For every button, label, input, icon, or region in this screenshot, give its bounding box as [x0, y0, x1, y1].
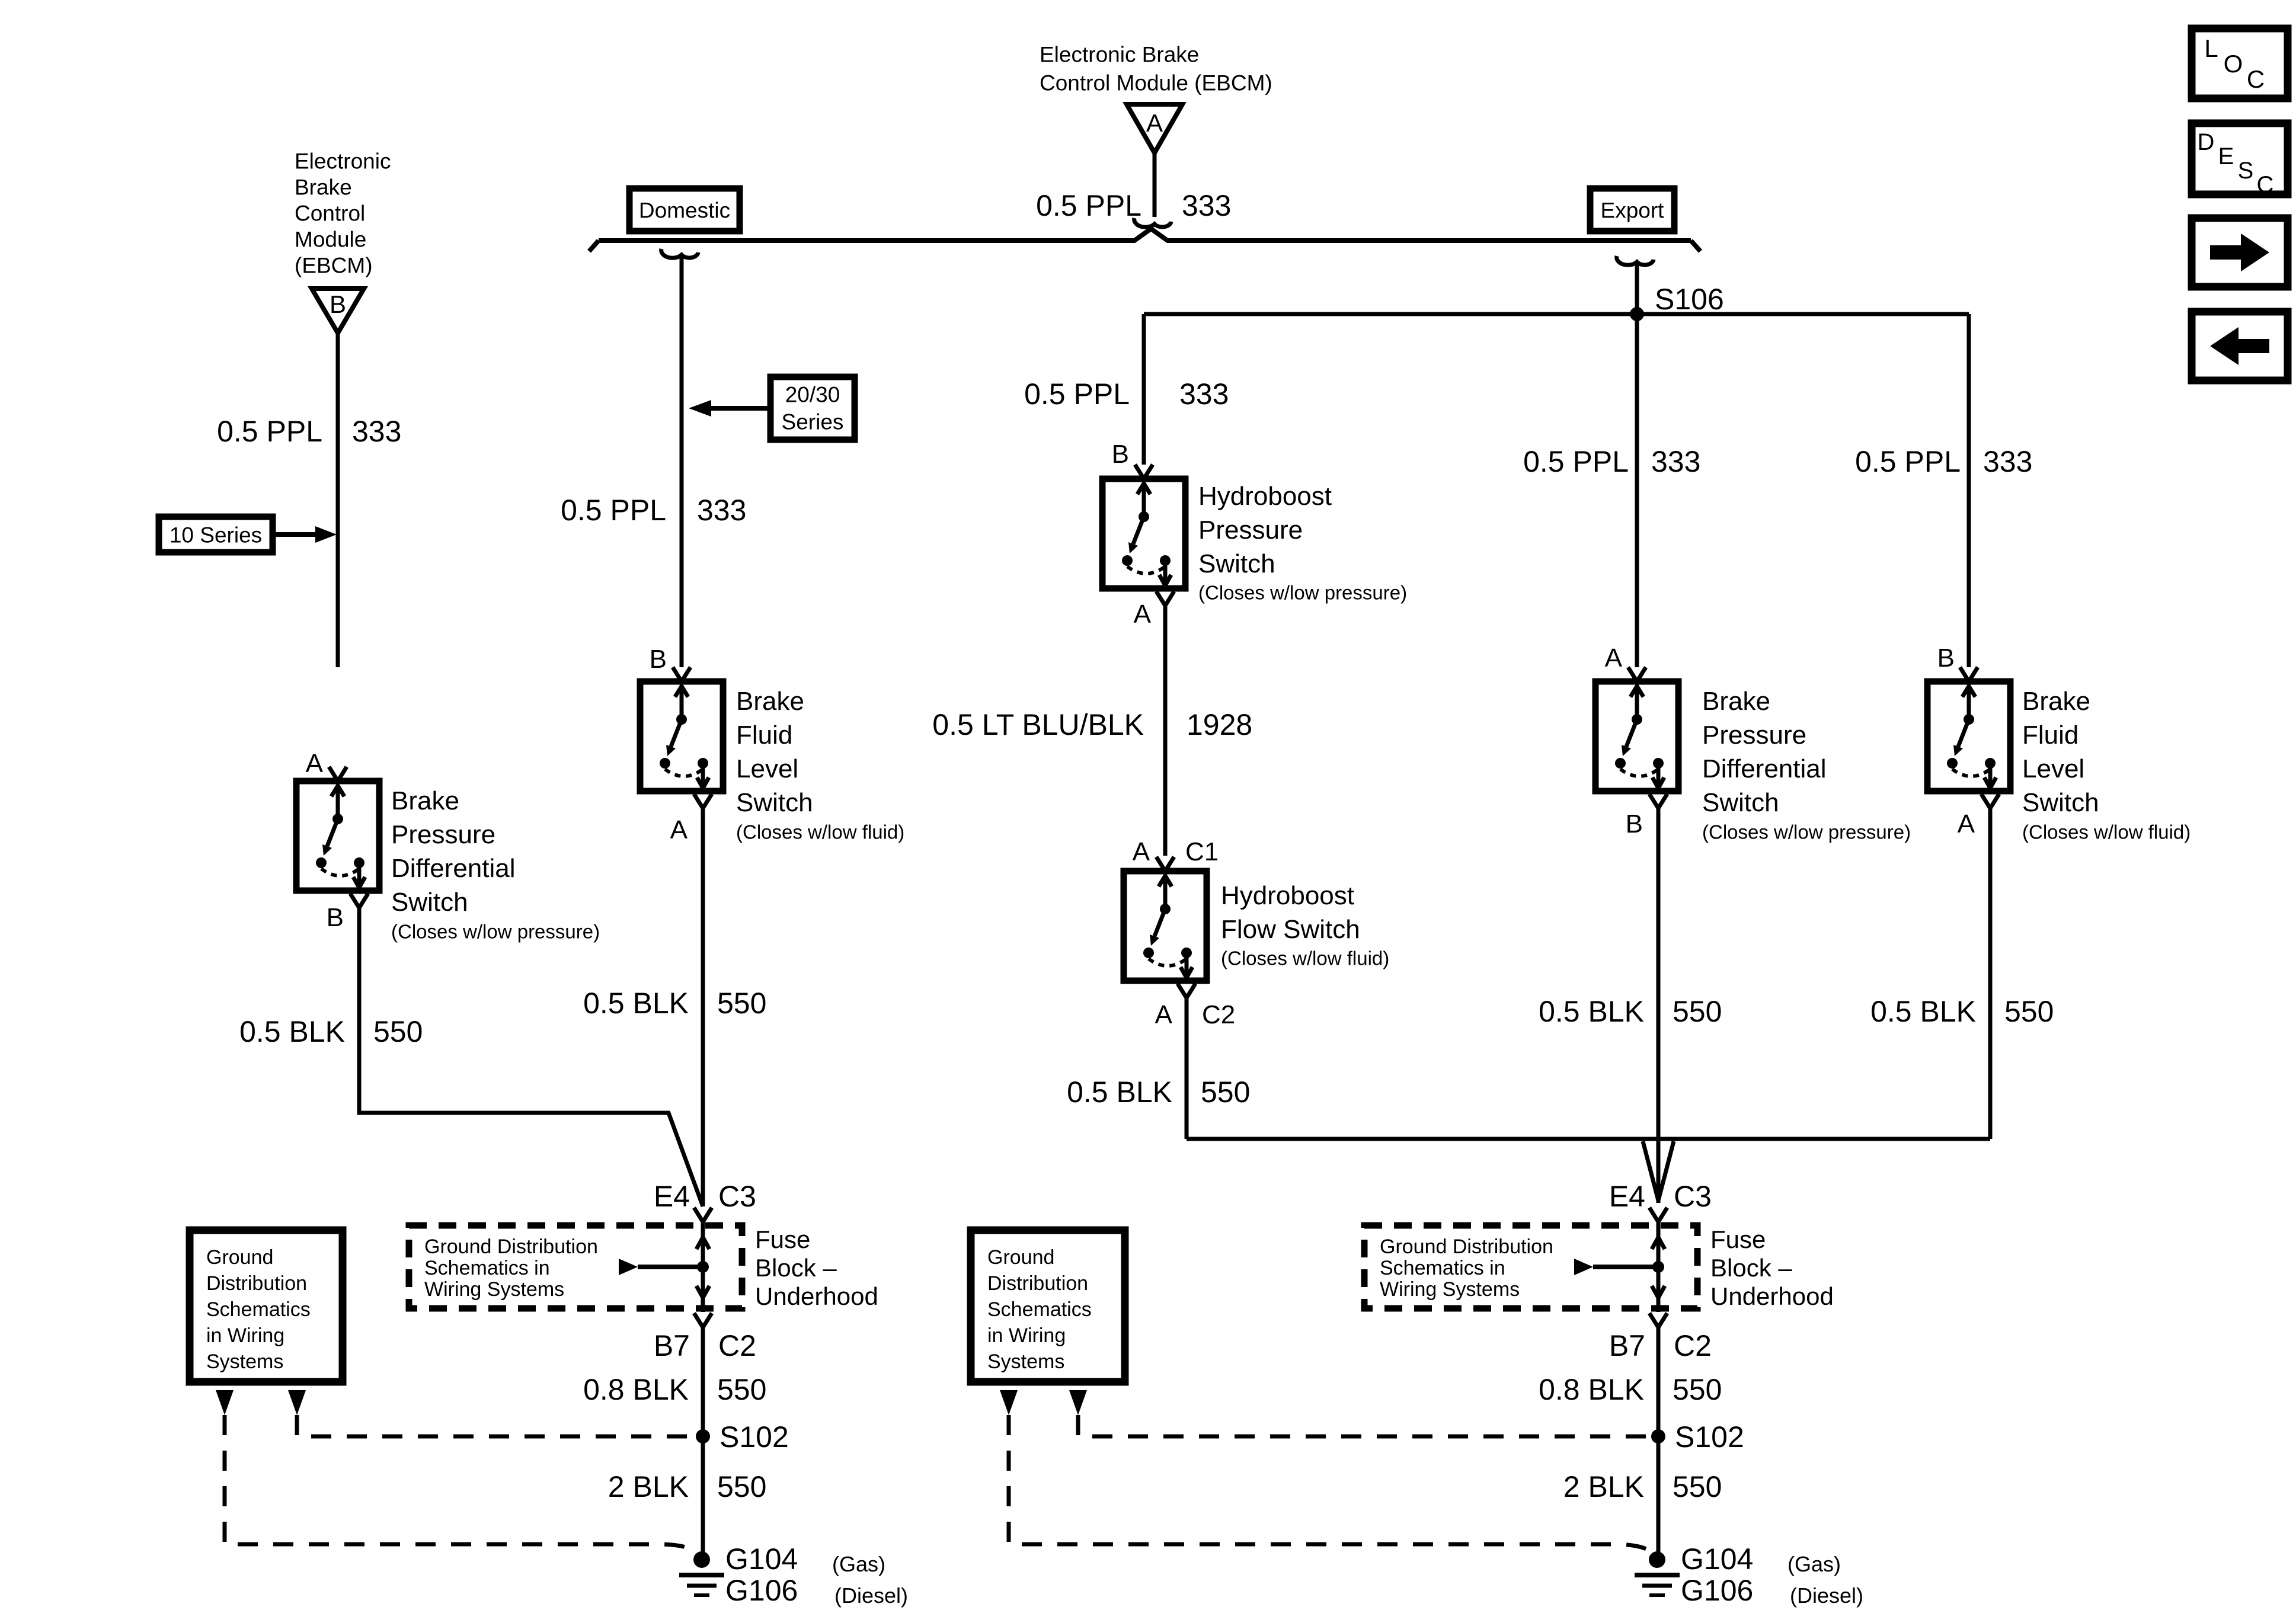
wire-ppl-left-circuit: 333 [352, 415, 402, 448]
ground-symbol-left [679, 1551, 724, 1595]
pin-c1-hydro-flow: C1 [1185, 837, 1219, 866]
loc-letter-c[interactable]: C [2246, 65, 2265, 93]
brake-fluid-level-switch-center-symbol [640, 681, 723, 791]
right-e4: E4 [1609, 1180, 1645, 1213]
left-bpds-name1: Brake [391, 786, 459, 815]
pin-b-left-bpds: B [326, 903, 344, 932]
wire-blk-left-circuit: 550 [373, 1015, 423, 1048]
wire-blk-right1-circuit: 550 [1673, 995, 1722, 1028]
left-ref-dashed-line1: Ground Distribution [424, 1235, 598, 1258]
pin-a-hydro-flow-bottom: A [1155, 1000, 1172, 1029]
wire-ltblu-circuit: 1928 [1187, 708, 1253, 741]
left-ref-dashed-line3: Wiring Systems [424, 1278, 565, 1301]
right-bfls-note: (Closes w/low fluid) [2022, 821, 2191, 843]
hydroboost-flow-switch-symbol [1124, 871, 1207, 981]
wire-ppl-right2-spec: 0.5 PPL [1855, 445, 1961, 478]
right-ref-dashed-line1: Ground Distribution [1380, 1235, 1553, 1258]
pin-a-right-bfls: A [1957, 809, 1975, 838]
right-bpds-name1: Brake [1702, 687, 1770, 716]
wire-blk-hydro-spec: 0.5 BLK [1067, 1076, 1172, 1109]
left-g104-note: (Gas) [832, 1552, 885, 1576]
wire-ppl-right2-circuit: 333 [1983, 445, 2033, 478]
left-blk2-circuit: 550 [717, 1470, 767, 1503]
ebcm-left-label-line3: Control [295, 201, 366, 226]
domestic-tag: Domestic [638, 198, 731, 223]
ebcm-top-label-line1: Electronic Brake [1040, 42, 1200, 67]
ebcm-left-label-line4: Module [295, 227, 367, 252]
right-bfls-name4: Switch [2022, 788, 2099, 817]
ref-arrow-left [619, 1259, 638, 1275]
center-bfls-name1: Brake [736, 687, 804, 716]
right-bpds-name2: Pressure [1702, 721, 1807, 750]
hydro-flow-note: (Closes w/low fluid) [1221, 947, 1390, 969]
right-g104-note: (Gas) [1787, 1552, 1841, 1576]
pin-b-center-bfls: B [649, 645, 667, 674]
right-blk2-spec: 2 BLK [1563, 1470, 1644, 1503]
wire-ppl-top-spec: 0.5 PPL [1036, 189, 1141, 222]
right-bfls-name2: Fluid [2022, 721, 2079, 750]
brake-pressure-differential-switch-left-symbol [296, 781, 379, 891]
right-bfls-name1: Brake [2022, 687, 2090, 716]
ebcm-top-label-line2: Control Module (EBCM) [1040, 71, 1272, 95]
wire-blk-hydro-circuit: 550 [1201, 1076, 1251, 1109]
left-b7: B7 [653, 1329, 690, 1362]
pin-a-right-bpds: A [1604, 644, 1622, 673]
wire-ppl-right1-spec: 0.5 PPL [1523, 445, 1629, 478]
export-tag: Export [1600, 198, 1664, 223]
center-bfls-name4: Switch [736, 788, 813, 817]
left-fuse-line3: Underhood [755, 1282, 878, 1310]
center-bfls-name2: Fluid [736, 721, 793, 750]
desc-letter-e[interactable]: E [2218, 143, 2234, 169]
right-ground-ref-line5: Systems [987, 1350, 1065, 1373]
right-bpds-name3: Differential [1702, 754, 1827, 783]
left-ground-ref-line5: Systems [206, 1350, 284, 1373]
desc-letter-s[interactable]: S [2237, 158, 2254, 184]
wire-blk-left-spec: 0.5 BLK [239, 1015, 345, 1048]
series-10-tag: 10 Series [169, 523, 263, 548]
splice-s102-left-dot [696, 1429, 710, 1443]
left-blk08-circuit: 550 [717, 1373, 767, 1406]
tag-boxes [159, 188, 1674, 552]
left-bpds-name2: Pressure [391, 820, 496, 849]
right-ref-dashed-line2: Schematics in [1380, 1257, 1505, 1279]
left-ground-ref-line4: in Wiring [206, 1324, 285, 1347]
left-c3: C3 [718, 1180, 756, 1213]
series-2030-tag-line1: 20/30 [785, 382, 840, 407]
center-chain [640, 667, 723, 1206]
ground-symbol-right [1635, 1551, 1680, 1595]
left-g104: G104 [725, 1542, 798, 1576]
left-bpds-name3: Differential [391, 854, 516, 883]
ebcm-left-label-line2: Brake [295, 175, 352, 200]
right-ground-ref-line2: Distribution [987, 1272, 1089, 1295]
ref-arrow-right [1574, 1259, 1593, 1275]
wire-ppl-hydro-circuit: 333 [1179, 377, 1229, 411]
loc-letter-o[interactable]: O [2223, 50, 2243, 78]
left-ground-ref-line3: Schematics [206, 1298, 311, 1321]
splice-s102-right-dot [1651, 1429, 1665, 1443]
right-b7: B7 [1609, 1329, 1645, 1362]
pin-a-hydro-pressure: A [1133, 600, 1151, 629]
left-blk08-spec: 0.8 BLK [583, 1373, 689, 1406]
right-blk2-circuit: 550 [1673, 1470, 1722, 1503]
right-ground-ref-line1: Ground [987, 1246, 1055, 1269]
left-fuse-line2: Block – [755, 1254, 837, 1282]
desc-letter-c[interactable]: C [2256, 172, 2274, 198]
pin-a-center-bfls: A [670, 815, 687, 844]
pin-a-hydro-flow-top: A [1132, 837, 1150, 866]
wire-ppl-center-spec: 0.5 PPL [561, 494, 666, 527]
right-g106-note: (Diesel) [1790, 1583, 1864, 1608]
wire-ppl-left-spec: 0.5 PPL [217, 415, 322, 448]
right-blk08-spec: 0.8 BLK [1539, 1373, 1644, 1406]
left-bpds-name4: Switch [391, 888, 468, 917]
wire-ppl-center-circuit: 333 [697, 494, 747, 527]
center-bfls-note: (Closes w/low fluid) [736, 821, 905, 843]
left-g106: G106 [725, 1574, 798, 1607]
hydro-pressure-name3: Switch [1198, 549, 1275, 578]
wire-blk-right2-spec: 0.5 BLK [1870, 995, 1976, 1028]
desc-letter-d[interactable]: D [2197, 129, 2215, 155]
hydroboost-chain [1102, 465, 1207, 1139]
right-fuse-line3: Underhood [1710, 1282, 1834, 1310]
right-c3: C3 [1674, 1180, 1712, 1213]
pin-b-right-bfls: B [1937, 644, 1955, 673]
brake-pressure-differential-switch-right-symbol [1595, 681, 1678, 791]
left-blk2-spec: 2 BLK [607, 1470, 689, 1503]
pin-a-left-bpds: A [305, 749, 323, 778]
left-bpds-note: (Closes w/low pressure) [391, 920, 600, 943]
ebcm-left-label-line5: (EBCM) [295, 253, 373, 278]
hydro-pressure-name1: Hydroboost [1198, 482, 1332, 511]
wire-blk-center-circuit: 550 [717, 987, 767, 1020]
right-fuse-line2: Block – [1710, 1254, 1792, 1282]
hydro-pressure-note: (Closes w/low pressure) [1198, 581, 1408, 604]
right-ref-dashed-line3: Wiring Systems [1380, 1278, 1520, 1301]
hydro-pressure-name2: Pressure [1198, 516, 1303, 545]
right-fuse-line1: Fuse [1710, 1225, 1766, 1253]
series-2030-tag-line2: Series [781, 409, 844, 434]
right-ground-ref-line3: Schematics [987, 1298, 1092, 1321]
loc-letter-l[interactable]: L [2204, 34, 2218, 62]
ebcm-left-pin-b: B [329, 290, 347, 318]
wire-blk-center-spec: 0.5 BLK [583, 987, 689, 1020]
right-bpds-note: (Closes w/low pressure) [1702, 821, 1911, 843]
wire-ppl-hydro-spec: 0.5 PPL [1024, 377, 1130, 411]
right-bfls-name3: Level [2022, 754, 2085, 783]
hydro-flow-name2: Flow Switch [1221, 915, 1360, 944]
right-blk08-circuit: 550 [1673, 1373, 1722, 1406]
ebcm-top-pin-a: A [1146, 109, 1163, 137]
left-e4: E4 [653, 1180, 690, 1213]
wire-ppl-top-circuit: 333 [1182, 189, 1232, 222]
pin-b-right-bpds: B [1625, 809, 1643, 838]
brake-fluid-level-switch-right-symbol [1927, 681, 2010, 791]
left-ground-ref-line2: Distribution [206, 1272, 308, 1295]
left-c2: C2 [718, 1329, 756, 1362]
hydro-flow-name1: Hydroboost [1221, 881, 1355, 910]
left-s102-label: S102 [720, 1420, 789, 1454]
wire-ppl-right1-circuit: 333 [1651, 445, 1701, 478]
pin-b-hydro-pressure: B [1111, 440, 1129, 469]
series-10-arrow [315, 526, 337, 543]
wire-blk-right2-circuit: 550 [2004, 995, 2054, 1028]
right-ground-ref-line4: in Wiring [987, 1324, 1066, 1347]
ebcm-left-label-line1: Electronic [295, 149, 391, 174]
left-ref-dashed-line2: Schematics in [424, 1257, 550, 1279]
right-s102-label: S102 [1675, 1420, 1744, 1454]
wire-blk-right1-spec: 0.5 BLK [1539, 995, 1644, 1028]
hydroboost-pressure-switch-symbol [1102, 479, 1185, 588]
left-fuse-line1: Fuse [755, 1225, 811, 1253]
center-bfls-name3: Level [736, 754, 799, 783]
right-g106: G106 [1681, 1574, 1754, 1607]
wire-ltblu-spec: 0.5 LT BLU/BLK [932, 708, 1144, 741]
left-g106-note: (Diesel) [834, 1583, 909, 1608]
nav-buttons[interactable] [2192, 28, 2288, 380]
right-c2: C2 [1674, 1329, 1712, 1362]
series-2030-arrow [689, 400, 711, 417]
right-g104: G104 [1681, 1542, 1754, 1576]
left-ground-ref-line1: Ground [206, 1246, 274, 1269]
splice-s106-label: S106 [1655, 283, 1724, 316]
right-bpds-name4: Switch [1702, 788, 1779, 817]
pin-c2-hydro-flow: C2 [1202, 1000, 1236, 1029]
